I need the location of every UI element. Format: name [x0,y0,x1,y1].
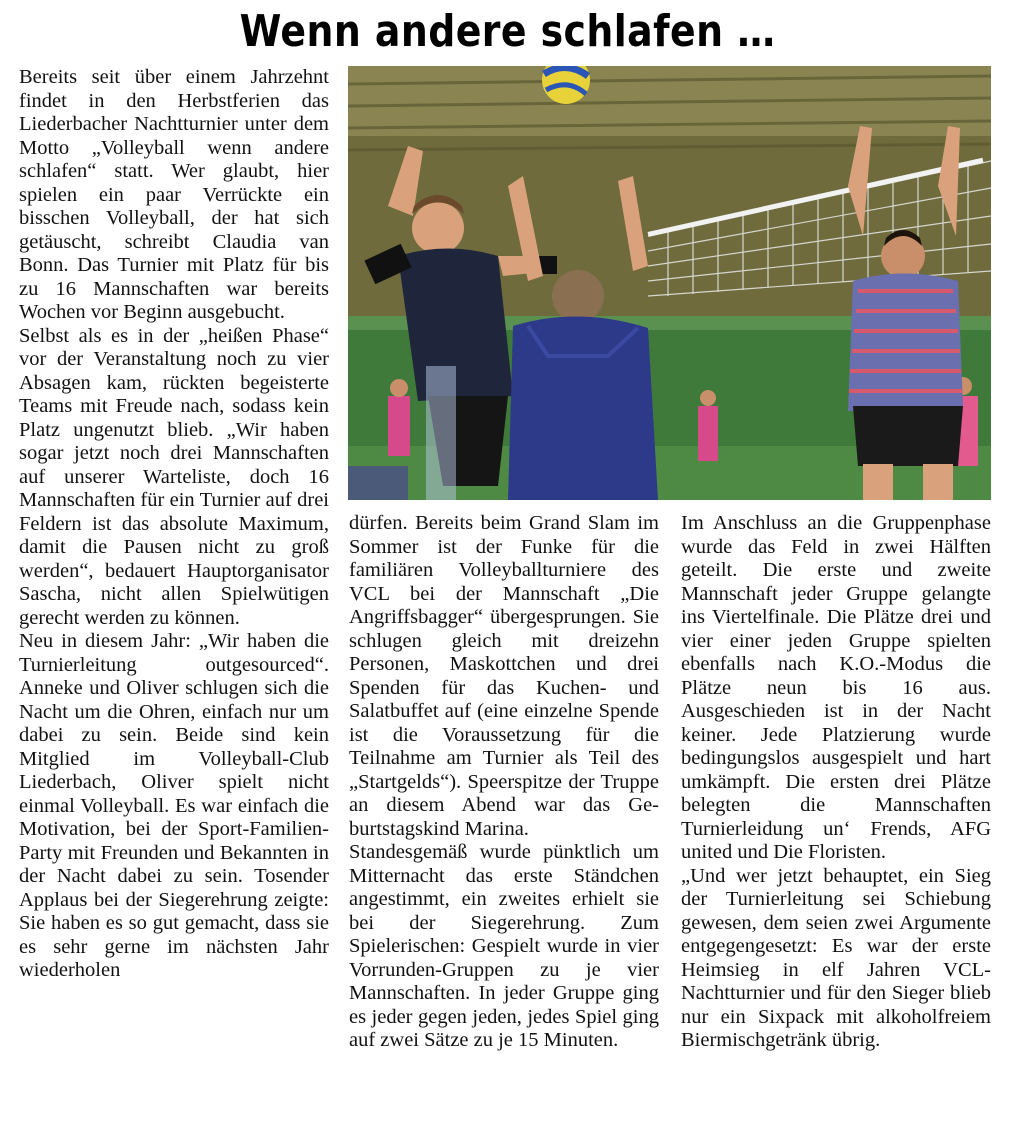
article-headline: Wenn andere schlafen … [239,6,776,57]
photo-illustration [348,66,991,500]
article-paragraph: Selbst als es in der „heißen Phase“ vor der Veranstaltung noch zu vier Absagen kam, rückten begeisterte Teams mit Freude nach, sodass kein Platz ungenutzt blieb. „Wir haben sogar jetzt noch drei Mannschaften auf unserer Warteliste, doch 16 Mannschaften für ein Turnier auf drei Feldern ist das absolute Maximum, damit die Pausen nicht zu groß werden“, bedauert Hauptorganisator Sascha, nicht allen Spielwütigen gerecht werden zu können. [19,324,329,629]
article-column-1 [19,66,329,983]
article-paragraph: Neu in diesem Jahr: „Wir haben die Turnierleitung outgesourced“. Anneke und Oliver schlugen sich die Nacht um die Ohren, einfach nur um dabei zu sein. Beide sind kein Mitglied im Volleyball-Club Liederbach, Oliver spielt nicht einmal Volleyball. Es war einfach die Motivation, bei der Sport-Familien-Party mit Freunden und Bekannten in der Nacht dabei zu sein. Tosender Applaus bei der Siegerehrung zeigte: Sie haben es so gut gemacht, dass sie es sehr gerne im nächsten Jahr wiederholen [19,630,329,981]
volleyball-match-photo [348,66,991,500]
article-paragraph: Standesgemäß wurde pünktlich um Mitternacht das erste Ständchen angestimmt, ein zweites erhielt sie bei der Siegerehrung. Zum Spielerischen: Gespielt wurde in vier Vorrunden-Gruppen zu je vier Mannschaften. In jeder Gruppe ging es jeder gegen jeden, jedes Spiel ging auf zwei Sätze zu je 15 Minuten. [349,841,659,1051]
article-paragraph: Bereits seit über einem Jahrzehnt findet in den Herbstferien das Liederbacher Nachtturnier unter dem Motto „Volleyball wenn andere schlafen“ statt. Wer glaubt, hier spielen ein paar Verrückte ein bisschen Volleyball, der hat sich getäuscht, schreibt Claudia van Bonn. Das Turnier mit Platz für bis zu 16 Mannschaften war bereits Wochen vor Beginn ausgebucht. [19,66,329,323]
article-paragraph: „Und wer jetzt behauptet, ein Sieg der Turnierleitung sei Schiebung gewesen, dem seien zwei Argumente entgegengesetzt: Es war der erste Heimsieg in elf Jahren VCL-Nachtturnier und für den Sieger blieb nur ein Sixpack mit alkoholfreiem Biermischgetränk übrig. [681,864,991,1051]
article-column-2 [349,512,659,1053]
article-column-3 [681,512,991,1053]
article-paragraph: Im Anschluss an die Gruppenphase wurde das Feld in zwei Hälften geteilt. Die erste und zweite Mannschaft jeder Gruppe gelangte ins Viertelfinale. Die Plätze drei und vier einer jeden Gruppe spielten ebenfalls nach K.O.-Modus die Plätze neun bis 16 aus. Ausgeschieden ist in der Nacht keiner. Jede Platzierung wurde bedingungslos ausgespielt und hart umkämpft. Die ersten drei Plätze belegten die Mannschaften Turnierleidung un‘ Frends, AFG united und Die Floristen. [681,512,991,863]
article-paragraph: dürfen. Bereits beim Grand Slam im Sommer ist der Funke für die familiären Volleyballturniere des VCL bei der Mannschaft „Die Angriffsbagger“ übergesprungen. Sie schlugen gleich mit dreizehn Personen, Maskottchen und drei Spenden für das Kuchen- und Salatbuffet auf (eine einzelne Spende ist die Voraussetzung für die Teilnahme am Turnier als Teil des „Startgelds“). Speerspitze der Truppe an diesem Abend war das Geburtstagskind Marina. [349,512,659,840]
